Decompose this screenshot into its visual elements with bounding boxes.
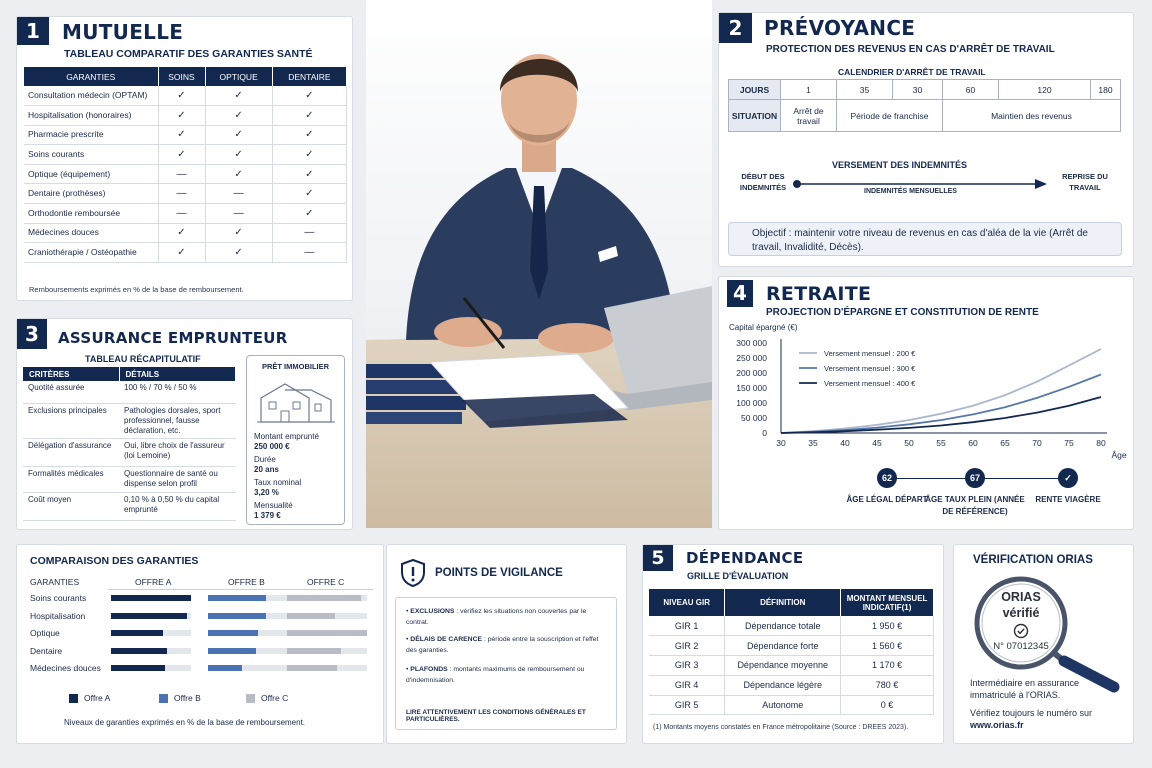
y-axis-label: Capital épargné (€) (729, 323, 798, 332)
x-tick-label: 45 (872, 438, 882, 448)
legend-item (69, 693, 110, 703)
category-label: Soins courants (30, 593, 87, 603)
column-header: SOINS (158, 67, 205, 86)
orias-link[interactable]: www.orias.fr (970, 720, 1024, 730)
category-header: GARANTIES (30, 577, 80, 587)
row-label: Craniothérapie / Ostéopathie (24, 243, 158, 263)
coverage-cell: ✓ (272, 125, 346, 145)
section-title: MUTUELLE (62, 20, 184, 44)
x-tick-label: 60 (968, 438, 978, 448)
day-cell: 30 (893, 80, 943, 100)
legend-swatch (69, 694, 78, 703)
footnote: Remboursements exprimés en % de la base de remboursement. (29, 285, 244, 294)
vigilance-item (406, 634, 606, 656)
shield-alert-icon (400, 558, 426, 588)
calendar-title: CALENDRIER D'ARRÊT DE TRAVAIL (838, 67, 986, 77)
section-subtitle: TABLEAU COMPARATIF DES GARANTIES SANTÉ (64, 48, 313, 60)
advisor-photo (366, 0, 712, 528)
day-cell: 35 (837, 80, 893, 100)
objective-box: Objectif : maintenir votre niveau de revenus en cas d'aléa de la vie (Arrêt de travail, Invalidité, Décès). (728, 222, 1122, 256)
stamp-line2: vérifié (1002, 606, 1040, 620)
column-header: DÉFINITION (725, 589, 841, 616)
loan-summary-box (246, 355, 345, 525)
x-tick-label: 35 (808, 438, 818, 448)
section-number: 2 (719, 13, 752, 43)
column-header: MONTANT MENSUEL INDICATIF(1) (841, 589, 934, 616)
legend-label: Offre C (261, 693, 289, 703)
loan-duration-label: Durée (254, 455, 276, 464)
milestone-label: RENTE VIAGÈRE (1035, 495, 1101, 504)
cell: 0 € (841, 695, 934, 715)
cell: GIR 3 (649, 656, 725, 676)
vigilance-card (386, 544, 627, 744)
milestone-label: ÂGE TAUX PLEIN (ANNÉE DE RÉFÉRENCE) (925, 495, 1025, 516)
table-row (24, 106, 347, 126)
situation-cell: Maintien des revenus (943, 100, 1121, 132)
y-tick-label: 100 000 (736, 398, 767, 408)
detail: Oui, libre choix de l'assureur (loi Lemoine) (119, 438, 236, 466)
coverage-cell: — (158, 184, 205, 204)
coverage-cell: ✓ (205, 145, 272, 165)
milestone-badge: 67 (965, 468, 985, 488)
column-header: CRITÈRES (23, 367, 119, 381)
cell: GIR 2 (649, 636, 725, 656)
situation-label: SITUATION (729, 100, 781, 132)
legend-swatch (246, 694, 255, 703)
vigilance-key: PLAFONDS (410, 666, 448, 673)
footnote: (1) Montants moyens constatés en France métropolitaine (Source : DREES 2023). (653, 724, 909, 731)
coverage-cell: ✓ (158, 125, 205, 145)
vigilance-item (406, 606, 606, 628)
day-cell: 1 (781, 80, 837, 100)
group-header: OFFRE B (228, 577, 265, 587)
section-subtitle: GRILLE D'ÉVALUATION (687, 571, 789, 581)
y-tick-label: 200 000 (736, 368, 767, 378)
bar (287, 613, 335, 619)
coverage-cell: — (158, 164, 205, 184)
y-tick-label: 0 (762, 428, 767, 438)
section-title: DÉPENDANCE (686, 549, 804, 567)
bar (111, 595, 191, 601)
x-axis-label: Âge (1111, 450, 1127, 460)
cell: 780 € (841, 675, 934, 695)
vigilance-key: EXCLUSIONS (410, 608, 455, 615)
legend-item (159, 693, 201, 703)
bar (208, 613, 266, 619)
day-cell: 120 (999, 80, 1091, 100)
bar (111, 648, 167, 654)
legend-swatch (159, 694, 168, 703)
orias-text2 (970, 707, 1130, 731)
row-label: Orthodontie remboursée (24, 204, 158, 224)
coverage-cell: ✓ (272, 204, 346, 224)
section-title: RETRAITE (766, 283, 872, 305)
vigilance-text: : période entre la souscription et l'effet des garanties. (406, 636, 599, 654)
row-label: Pharmacie prescrite (24, 125, 158, 145)
cell: Dépendance légère (725, 675, 841, 695)
loan-insurance-table (23, 367, 236, 521)
y-tick-label: 50 000 (741, 413, 767, 423)
check-circle-icon (1013, 623, 1029, 639)
comparison-note: Niveaux de garanties exprimés en % de la base de remboursement. (64, 718, 306, 727)
house-icon (255, 378, 337, 424)
situation-cell: Période de franchise (837, 100, 943, 132)
column-header: GARANTIES (24, 67, 158, 86)
cell: Dépendance moyenne (725, 656, 841, 676)
prevoyance-card (718, 12, 1134, 267)
table-row (649, 695, 934, 715)
row-label: Optique (équipement) (24, 164, 158, 184)
vigilance-text: : montants maximums de remboursement ou d'indemnisation. (406, 666, 585, 684)
bar (287, 595, 361, 601)
arrow-label: INDEMNITÉS MENSUELLES (864, 188, 957, 195)
milestone-label: ÂGE LÉGAL DÉPART (846, 495, 928, 504)
section-subtitle: TABLEAU RÉCAPITULATIF (85, 354, 201, 364)
column-header: NIVEAU GIR (649, 589, 725, 616)
loan-amount: 250 000 € (254, 442, 290, 451)
vigilance-key: DÉLAIS DE CARENCE (410, 636, 483, 643)
coverage-cell: ✓ (205, 86, 272, 106)
coverage-cell: — (272, 223, 346, 243)
stamp-line1: ORIAS (1001, 590, 1041, 604)
section-number: 1 (17, 17, 49, 45)
savings-projection-chart (719, 317, 1135, 467)
x-tick-label: 75 (1064, 438, 1074, 448)
table-row (24, 184, 347, 204)
bar (287, 648, 341, 654)
group-header: OFFRE C (307, 577, 345, 587)
detail: Pathologies dorsales, sport professionnel, fausse déclaration, etc. (119, 403, 236, 438)
row-label: Hospitalisation (honoraires) (24, 106, 158, 126)
bar (111, 630, 163, 636)
table-row (23, 438, 236, 466)
table-row (24, 164, 347, 184)
cell: GIR 1 (649, 616, 725, 636)
jours-label: JOURS (729, 80, 781, 100)
coverage-cell: — (205, 184, 272, 204)
table-row (24, 223, 347, 243)
legend-label: Offre B (174, 693, 201, 703)
coverage-cell: ✓ (158, 223, 205, 243)
column-header: DÉTAILS (119, 367, 236, 381)
table-row (23, 403, 236, 438)
section-title: PRÉVOYANCE (764, 16, 916, 40)
detail: 0,10 % à 0,50 % du capital emprunté (119, 492, 236, 520)
legend-label: Offre A (84, 693, 111, 703)
loan-monthly-label: Mensualité (254, 501, 293, 510)
emprunteur-card (16, 318, 353, 530)
header-separator (108, 589, 373, 590)
table-row (24, 86, 347, 106)
table-row (649, 616, 934, 636)
bar (111, 665, 165, 671)
legend-item (246, 693, 288, 703)
bar (208, 595, 266, 601)
day-cell: 60 (943, 80, 999, 100)
loan-rate-label: Taux nominal (254, 478, 302, 487)
coverage-cell: ✓ (205, 164, 272, 184)
table-row (649, 675, 934, 695)
x-tick-label: 70 (1032, 438, 1042, 448)
vigilance-title: POINTS DE VIGILANCE (435, 567, 563, 579)
section-subtitle: PROTECTION DES REVENUS EN CAS D'ARRÊT DE TRAVAIL (766, 44, 1055, 55)
table-row (24, 204, 347, 224)
group-header: OFFRE A (135, 577, 172, 587)
coverage-cell: ✓ (205, 106, 272, 126)
detail: 100 % / 70 % / 50 % (119, 381, 236, 403)
bullet: • (406, 666, 411, 673)
x-tick-label: 40 (840, 438, 850, 448)
x-tick-label: 55 (936, 438, 946, 448)
row-label: Médecines douces (24, 223, 158, 243)
coverage-cell: ✓ (272, 184, 346, 204)
column-header: DENTAIRE (272, 67, 346, 86)
gir-table (649, 589, 934, 715)
cell: 1 560 € (841, 636, 934, 656)
guarantees-table (24, 67, 347, 263)
bar (287, 665, 337, 671)
loan-amount-label: Montant emprunté (254, 432, 319, 441)
orias-text1: Intermédiaire en assurance immatriculé à l'ORIAS. (970, 678, 1080, 700)
end-label: REPRISE DU TRAVAIL (1062, 172, 1108, 192)
criterion: Coût moyen (23, 492, 119, 520)
coverage-cell: ✓ (158, 243, 205, 263)
criterion: Formalités médicales (23, 466, 119, 492)
y-tick-label: 300 000 (736, 338, 767, 348)
table-row (649, 656, 934, 676)
coverage-cell: — (158, 204, 205, 224)
stamp-number: N° 07012345 (993, 641, 1049, 652)
coverage-cell: ✓ (158, 145, 205, 165)
vigilance-text: : vérifiez les situations non couvertes par le contrat. (406, 608, 587, 626)
column-header: OPTIQUE (205, 67, 272, 86)
x-tick-label: 65 (1000, 438, 1010, 448)
loan-monthly: 1 379 € (254, 511, 281, 520)
section-title: ASSURANCE EMPRUNTEUR (58, 329, 288, 347)
category-label: Dentaire (30, 645, 63, 656)
x-tick-label: 50 (904, 438, 914, 448)
row-label: Soins courants (24, 145, 158, 165)
vigilance-footer: LIRE ATTENTIVEMENT LES CONDITIONS GÉNÉRALES ET PARTICULIÈRES. (406, 709, 586, 723)
situation-cell: Arrêt de travail (781, 100, 837, 132)
coverage-cell: ✓ (272, 145, 346, 165)
bar (208, 665, 242, 671)
x-tick-label: 30 (776, 438, 786, 448)
row-label: Dentaire (prothèses) (24, 184, 158, 204)
criterion: Délégation d'assurance (23, 438, 119, 466)
legend-label: Versement mensuel : 200 € (824, 349, 916, 358)
orias-text2-label: Vérifiez toujours le numéro sur (970, 708, 1093, 718)
bullet: • (406, 636, 411, 643)
table-row (23, 381, 236, 403)
mutuelle-card (16, 16, 353, 301)
cell: GIR 5 (649, 695, 725, 715)
bullet: • (406, 608, 411, 615)
start-label: DÉBUT DES INDEMNITÉS (739, 172, 787, 192)
orias-card (953, 544, 1134, 744)
coverage-cell: — (272, 243, 346, 263)
criterion: Exclusions principales (23, 403, 119, 438)
coverage-cell: ✓ (272, 86, 346, 106)
comparison-title: COMPARAISON DES GARANTIES (30, 555, 199, 567)
table-row (24, 125, 347, 145)
category-label: Optique (30, 628, 60, 638)
bar (208, 648, 256, 654)
cell: Autonome (725, 695, 841, 715)
coverage-cell: ✓ (205, 223, 272, 243)
table-row (649, 636, 934, 656)
table-row (23, 492, 236, 520)
section-number: 3 (17, 319, 47, 349)
cell: Dépendance totale (725, 616, 841, 636)
cell: 1 950 € (841, 616, 934, 636)
coverage-cell: ✓ (205, 125, 272, 145)
x-tick-label: 80 (1096, 438, 1106, 448)
orias-title: VÉRIFICATION ORIAS (973, 554, 1093, 566)
coverage-cell: — (205, 204, 272, 224)
section-number: 5 (643, 545, 673, 571)
loan-rate: 3,20 % (254, 488, 279, 497)
bar (111, 613, 187, 619)
category-label: Médecines douces (30, 663, 101, 673)
coverage-cell: ✓ (272, 106, 346, 126)
day-cell: 180 (1091, 80, 1121, 100)
retraite-card (718, 276, 1134, 530)
milestone-badge: ✓ (1058, 468, 1078, 488)
table-row (23, 466, 236, 492)
bar (287, 630, 367, 636)
category-label: Hospitalisation (30, 610, 86, 621)
cell: Dépendance forte (725, 636, 841, 656)
versement-title: VERSEMENT DES INDEMNITÉS (832, 160, 968, 170)
vigilance-box (395, 597, 617, 730)
coverage-cell: ✓ (272, 164, 346, 184)
y-tick-label: 250 000 (736, 353, 767, 363)
cell: 1 170 € (841, 656, 934, 676)
coverage-cell: ✓ (205, 243, 272, 263)
comparison-card (16, 544, 384, 744)
cell: GIR 4 (649, 675, 725, 695)
detail: Questionnaire de santé ou dispense selon profil (119, 466, 236, 492)
vigilance-item (406, 664, 606, 686)
y-tick-label: 150 000 (736, 383, 767, 393)
criterion: Quotité assurée (23, 381, 119, 403)
loan-duration: 20 ans (254, 465, 279, 474)
section-number: 4 (727, 280, 753, 307)
coverage-cell: ✓ (158, 106, 205, 126)
dependance-card (642, 544, 944, 744)
row-label: Consultation médecin (OPTAM) (24, 86, 158, 106)
section-subtitle: PROJECTION D'ÉPARGNE ET CONSTITUTION DE RENTE (766, 307, 1039, 318)
legend-label: Versement mensuel : 400 € (824, 379, 916, 388)
legend-label: Versement mensuel : 300 € (824, 364, 916, 373)
loan-box-title: PRÊT IMMOBILIER (261, 362, 330, 371)
series-line (781, 397, 1101, 433)
bar (208, 630, 258, 636)
coverage-cell: ✓ (158, 86, 205, 106)
table-row (24, 145, 347, 165)
table-row (24, 243, 347, 263)
milestone-badge: 62 (877, 468, 897, 488)
work-stoppage-calendar (728, 79, 1121, 132)
